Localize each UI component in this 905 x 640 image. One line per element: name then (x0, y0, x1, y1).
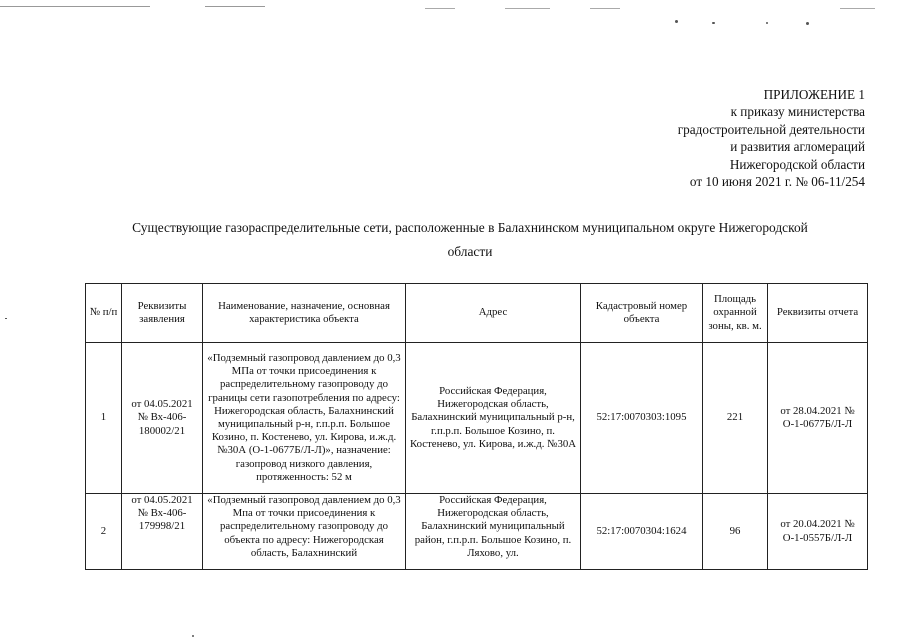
cell-report: от 20.04.2021 № О-1-0557Б/Л-Л (768, 494, 868, 570)
table-header-row (86, 284, 868, 343)
header-area: Площадь охранной зоны, кв. м. (703, 284, 768, 343)
appendix-line: Нижегородской области (729, 156, 865, 172)
scan-mark (806, 22, 809, 25)
gas-networks-table (85, 283, 868, 570)
cell-cadastral: 52:17:0070304:1624 (581, 494, 703, 570)
cell-address (406, 494, 581, 570)
cell-cadastral: 52:17:0070303:1095 (581, 343, 703, 494)
scan-mark (0, 6, 150, 7)
appendix-header (678, 86, 865, 190)
appendix-line: к приказу министерства (730, 104, 865, 120)
appendix-line: и развития агломераций (730, 139, 865, 155)
scan-mark (192, 635, 194, 637)
appendix-line: ПРИЛОЖЕНИЕ 1 (763, 87, 865, 102)
cell-application-text: от 04.05.2021 № Вх-406-179998/21 (131, 494, 193, 533)
scan-mark (5, 318, 7, 319)
appendix-line: от 10 июня 2021 г. № 06-11/254 (689, 174, 865, 190)
header-application: Реквизиты заявления (122, 284, 203, 343)
cell-address-text: Российская Федерация, Нижегородская область, Балахнинский муниципальный район, г.п.р.п. Большое Козино, п. Ляхово, ул. (414, 494, 572, 559)
scan-mark (205, 6, 265, 7)
cell-description: «Подземный газопровод давлением до 0,3 МПа от точки присоединения к распределительному газопроводу до границы сети газопотребления по адресу: Нижегородская область, Балахнинский муниципальный р-н, г.п.р.п. Большое Козино, п. Костенево, ул. Кирова, и.ж.д. №30А (О-1-0677Б/Л-Л)», назначение: газопровод низкого давления, протяженность: 52 м (203, 343, 406, 494)
scan-mark (840, 8, 875, 9)
cell-report: от 28.04.2021 № О-1-0677Б/Л-Л (768, 343, 868, 494)
scan-mark (766, 22, 768, 24)
cell-address: Российская Федерация, Нижегородская область, Балахнинский муниципальный р-н, г.п.р.п. Большое Козино, п. Костенево, ул. Кирова, и.ж.д. №30А (406, 343, 581, 494)
table-row (86, 343, 868, 494)
scan-mark (425, 8, 455, 9)
cell-area: 96 (703, 494, 768, 570)
cell-number: 2 (86, 494, 122, 570)
scan-mark (505, 8, 550, 9)
title-line: области (447, 244, 493, 259)
header-address: Адрес (406, 284, 581, 343)
appendix-line: градостроительной деятельности (677, 121, 865, 137)
scan-mark (675, 20, 678, 23)
header-number: № п/п (86, 284, 122, 343)
cell-area: 221 (703, 343, 768, 494)
cell-description (203, 494, 406, 570)
header-cadastral: Кадастровый номер объекта (581, 284, 703, 343)
header-description: Наименование, назначение, основная характеристика объекта (203, 284, 406, 343)
scan-mark (712, 22, 715, 24)
title-line: Существующие газораспределительные сети, расположенные в Балахнинском муниципальном округе Нижегородской (132, 220, 808, 235)
scan-mark (590, 8, 620, 9)
document-title (60, 216, 880, 264)
header-report: Реквизиты отчета (768, 284, 868, 343)
cell-number: 1 (86, 343, 122, 494)
cell-application: от 04.05.2021 № Вх-406-180002/21 (122, 343, 203, 494)
cell-description-text: «Подземный газопровод давлением до 0,3 Мпа от точки присоединения к распределительному газопроводу до объекта по адресу: Нижегородская область, Балахнинский (207, 494, 401, 559)
cell-application (122, 494, 203, 570)
table-row (86, 494, 868, 570)
